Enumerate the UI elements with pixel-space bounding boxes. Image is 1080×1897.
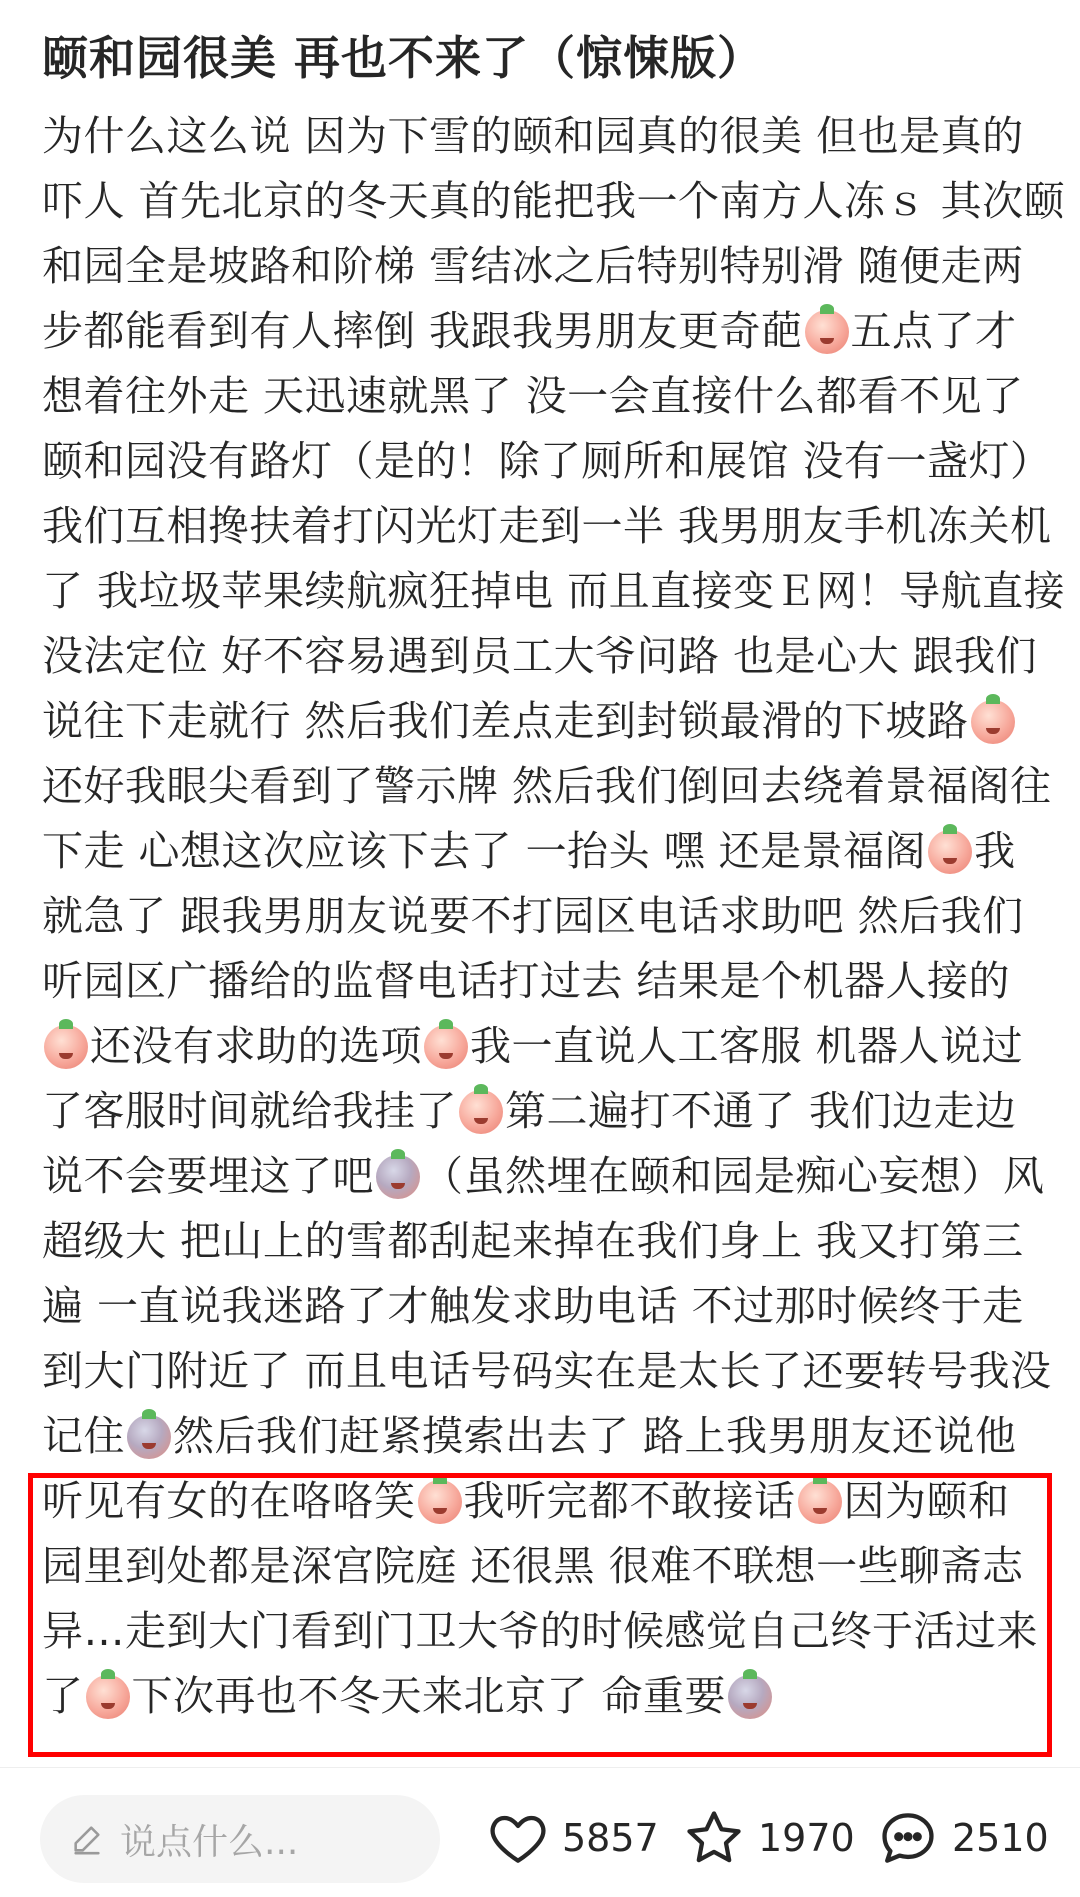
body-line bbox=[42, 1404, 1042, 1469]
tired-peach-emoji-icon bbox=[376, 1155, 420, 1199]
body-text-segment: 了 我垃圾苹果续航疯狂掉电 而且直接变Ｅ网！导航直接 bbox=[42, 567, 1066, 615]
comment-input[interactable] bbox=[40, 1795, 440, 1883]
body-text-segment: 说不会要埋这了吧 bbox=[42, 1152, 374, 1200]
body-line bbox=[42, 1209, 1042, 1274]
body-text-segment: 园里到处都是深宫院庭 还很黑 很难不联想一些聊斋志 bbox=[42, 1542, 1024, 1590]
body-line bbox=[42, 1079, 1042, 1144]
body-text-segment: 然后我们赶紧摸索出去了 路上我男朋友还说他 bbox=[173, 1412, 1017, 1460]
body-line bbox=[42, 819, 1042, 884]
body-line bbox=[42, 1274, 1042, 1339]
body-line bbox=[42, 754, 1052, 819]
comment-placeholder: 说点什么... bbox=[120, 1821, 299, 1863]
bottom-action-bar bbox=[0, 1768, 1080, 1897]
body-line bbox=[42, 104, 1042, 169]
body-text-segment: 说往下走就行 然后我们差点走到封锁最滑的下坡路 bbox=[42, 697, 969, 745]
body-line bbox=[42, 169, 1066, 234]
like-button[interactable] bbox=[486, 1803, 659, 1873]
scared-peach-emoji-icon bbox=[971, 700, 1015, 744]
body-line bbox=[42, 364, 1042, 429]
body-text-segment: 步都能看到有人摔倒 我跟我男朋友更奇葩 bbox=[42, 307, 803, 355]
body-line bbox=[42, 1014, 1042, 1079]
body-text-segment: 异…走到大门看到门卫大爷的时候感觉自己终于活过来 bbox=[42, 1607, 1038, 1655]
crying-peach-emoji-icon bbox=[805, 310, 849, 354]
body-text-segment: 遍 一直说我迷路了才触发求助电话 不过那时候终于走 bbox=[42, 1282, 1024, 1330]
body-text-segment: 了客服时间就给我挂了 bbox=[42, 1087, 457, 1135]
body-text-segment: 下次再也不冬天来北京了 命重要 bbox=[131, 1672, 727, 1720]
star-icon bbox=[682, 1806, 746, 1870]
body-text-segment: 下走 心想这次应该下去了 一抬头 嘿 还是景福阁 bbox=[42, 827, 927, 875]
body-line bbox=[42, 299, 1042, 364]
body-text-segment: 还没有求助的选项 bbox=[90, 1022, 422, 1070]
body-text-segment: 吓人 首先北京的冬天真的能把我一个南方人冻ｓ 其次颐 bbox=[42, 177, 1066, 225]
body-line bbox=[42, 689, 1042, 754]
body-text-segment: （虽然埋在颐和园是痴心妄想）风 bbox=[422, 1152, 1045, 1200]
body-line bbox=[42, 1144, 1045, 1209]
body-text-segment: 五点了才 bbox=[850, 307, 1017, 355]
body-line bbox=[42, 559, 1066, 624]
comment-button[interactable] bbox=[876, 1803, 1049, 1873]
body-text-segment: 听园区广播给的监督电话打过去 结果是个机器人接的 bbox=[42, 957, 1011, 1005]
body-text-segment: 和园全是坡路和阶梯 雪结冰之后特别特别滑 随便走两 bbox=[42, 242, 1024, 290]
body-text-segment: 到大门附近了 而且电话号码实在是太长了还要转号我没 bbox=[42, 1347, 1052, 1395]
heart-icon bbox=[486, 1806, 550, 1870]
body-line bbox=[42, 949, 1042, 1014]
comment-count: 2510 bbox=[952, 1816, 1049, 1860]
pencil-icon bbox=[70, 1822, 104, 1856]
body-line bbox=[42, 429, 1052, 494]
body-text-segment: 我们互相搀扶着打闪光灯走到一半 我男朋友手机冻关机 bbox=[42, 502, 1052, 550]
body-text-segment: 了 bbox=[42, 1672, 84, 1720]
peach-emoji-icon bbox=[928, 830, 972, 874]
body-text-segment: 超级大 把山上的雪都刮起来掉在我们身上 我又打第三 bbox=[42, 1217, 1024, 1265]
star-count: 1970 bbox=[758, 1816, 855, 1860]
body-text-segment: 为什么这么说 因为下雪的颐和园真的很美 但也是真的 bbox=[42, 112, 1024, 160]
peach-emoji-icon bbox=[44, 1025, 88, 1069]
body-text-segment: 听见有女的在咯咯笑 bbox=[42, 1477, 416, 1525]
comment-bubble-icon bbox=[876, 1806, 940, 1870]
body-line bbox=[42, 494, 1052, 559]
body-line bbox=[42, 234, 1042, 299]
body-text-segment: 颐和园没有路灯（是的！除了厕所和展馆 没有一盏灯） bbox=[42, 437, 1052, 485]
like-count: 5857 bbox=[562, 1816, 659, 1860]
body-text-segment: 还好我眼尖看到了警示牌 然后我们倒回去绕着景福阁往 bbox=[42, 762, 1052, 810]
body-text-segment: 想着往外走 天迅速就黑了 没一会直接什么都看不见了 bbox=[42, 372, 1024, 420]
tired-peach-emoji-icon bbox=[127, 1415, 171, 1459]
body-line bbox=[42, 1339, 1052, 1404]
peach-emoji-icon bbox=[424, 1025, 468, 1069]
post-title: 颐和园很美 再也不来了（惊悚版） bbox=[42, 31, 765, 85]
collect-button[interactable] bbox=[682, 1803, 855, 1873]
highlight-box bbox=[28, 1473, 1052, 1757]
body-text-segment: 第二遍打不通了 我们边走边 bbox=[505, 1087, 1017, 1135]
body-text-segment: 因为颐和 bbox=[843, 1477, 1010, 1525]
body-text-segment: 我一直说人工客服 机器人说过 bbox=[470, 1022, 1024, 1070]
body-line bbox=[42, 624, 1042, 689]
body-text-segment: 就急了 跟我男朋友说要不打园区电话求助吧 然后我们 bbox=[42, 892, 1024, 940]
body-text-segment: 我听完都不敢接话 bbox=[463, 1477, 796, 1525]
body-text-segment: 没法定位 好不容易遇到员工大爷问路 也是心大 跟我们 bbox=[42, 632, 1038, 680]
peach-emoji-icon bbox=[459, 1090, 503, 1134]
body-text-segment: 我 bbox=[974, 827, 1016, 875]
body-line bbox=[42, 884, 1042, 949]
body-text-segment: 记住 bbox=[42, 1412, 125, 1460]
